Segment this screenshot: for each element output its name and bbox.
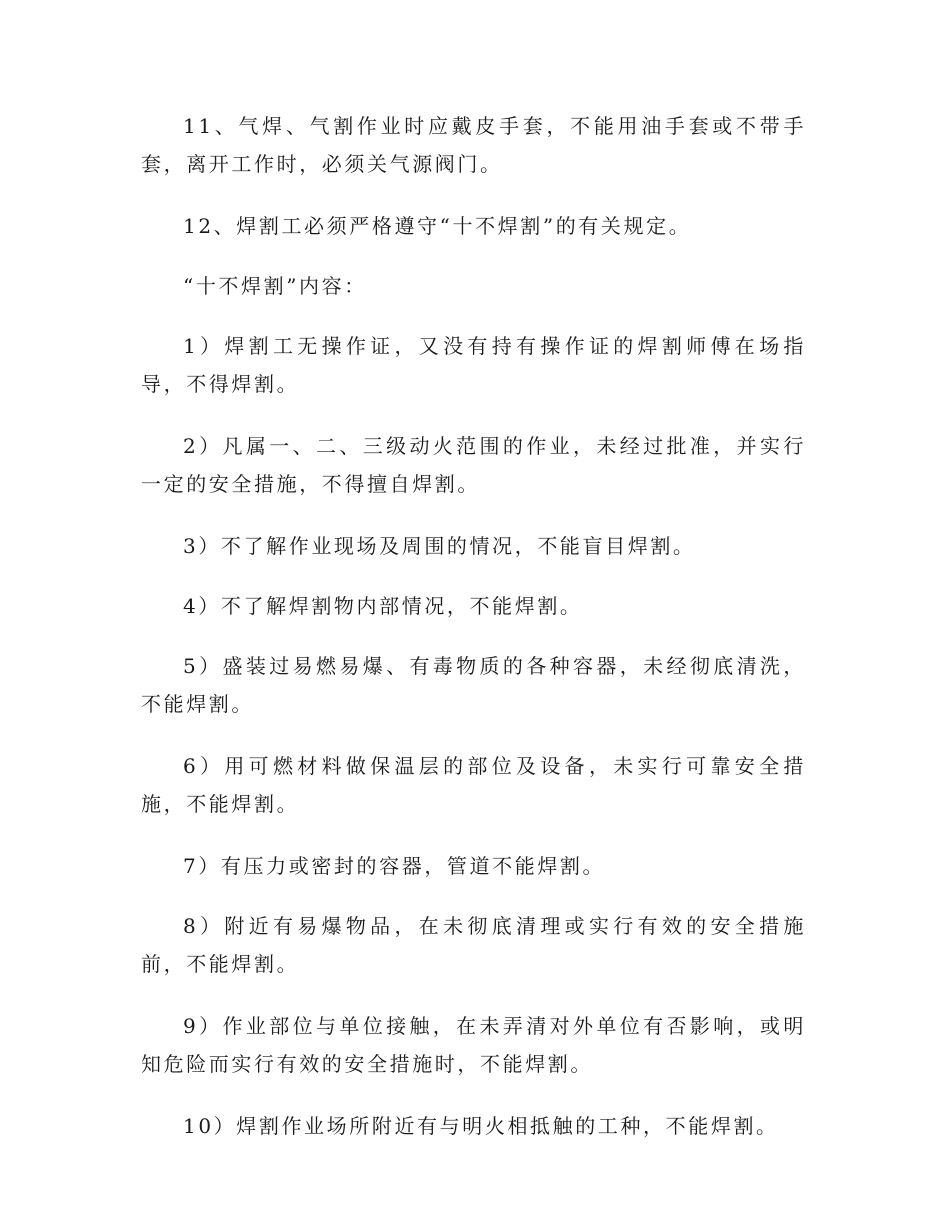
paragraph-item-6: 6）用可燃材料做保温层的部位及设备，未实行可靠安全措施，不能焊割。 [141,754,806,816]
paragraph-rule-11: 11、气焊、气割作业时应戴皮手套，不能用油手套或不带手套，离开工作时，必须关气源阀门。 [141,114,806,176]
paragraph-item-9: 9）作业部位与单位接触，在未弄清对外单位有否影响，或明知危险而实行有效的安全措施时，不能焊割。 [141,1014,806,1076]
paragraph-ten-no-heading: “十不焊割”内容： [183,274,367,298]
paragraph-rule-12: 12、焊割工必须严格遵守“十不焊割”的有关规定。 [183,214,692,238]
paragraph-item-3: 3）不了解作业现场及周围的情况，不能盲目焊割。 [183,534,696,558]
paragraph-item-4: 4）不了解焊割物内部情况，不能焊割。 [183,594,583,618]
paragraph-item-10: 10）焊割作业场所附近有与明火相抵触的工种，不能焊割。 [183,1114,779,1138]
paragraph-item-8: 8）附近有易爆物品，在未彻底清理或实行有效的安全措施前，不能焊割。 [141,914,806,976]
paragraph-item-2: 2）凡属一、二、三级动火范围的作业，未经过批准，并实行一定的安全措施，不得擅自焊割。 [141,434,806,496]
paragraph-item-7: 7）有压力或密封的容器，管道不能焊割。 [183,854,606,878]
paragraph-item-1: 1）焊割工无操作证，又没有持有操作证的焊割师傅在场指导，不得焊割。 [141,334,806,396]
document-body [141,107,806,1169]
paragraph-item-5: 5）盛装过易燃易爆、有毒物质的各种容器，未经彻底清洗，不能焊割。 [141,654,806,716]
